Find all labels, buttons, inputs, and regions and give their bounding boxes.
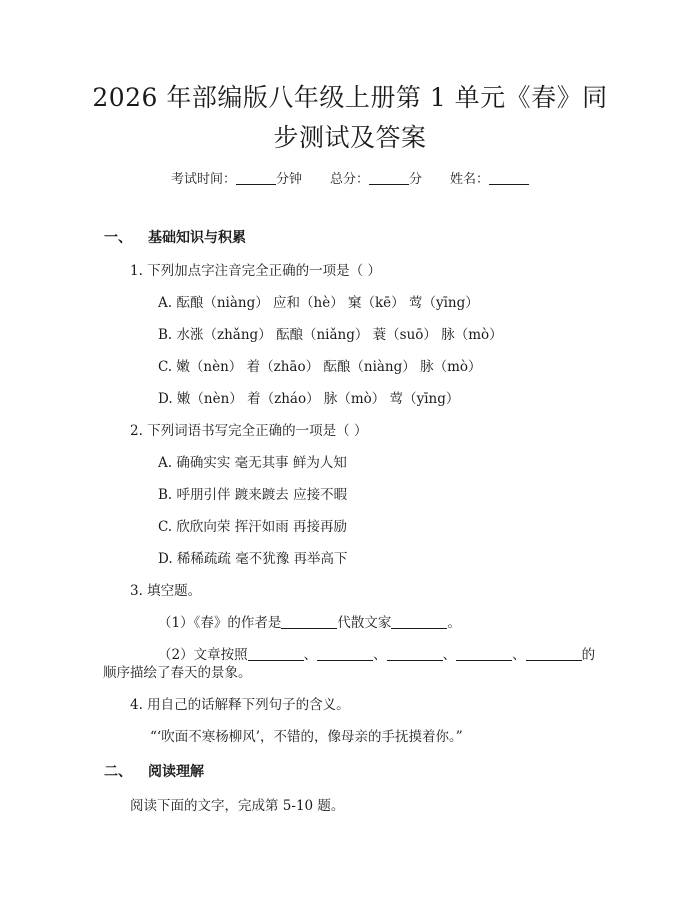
q3-p1-prefix: （1）《春》的作者是 [158, 615, 282, 631]
section-2-heading [104, 763, 204, 781]
q2-option-c: C. 欣欣向荣 挥汗如雨 再接再励 [158, 519, 348, 535]
q2-stem: 2. 下列词语书写完全正确的一项是（ ） [130, 423, 368, 439]
q2-option-d: D. 稀稀疏疏 毫不犹豫 再举高下 [158, 551, 348, 567]
q3-order-blank-3[interactable] [387, 646, 443, 661]
q2-option-a: A. 确确实实 毫无其事 鲜为人知 [158, 455, 347, 471]
section-2-number: 二、 [104, 764, 132, 780]
q3-stem: 3. 填空题。 [130, 583, 202, 599]
q3-order-blank-1[interactable] [248, 646, 304, 661]
exam-title [70, 78, 630, 158]
q3-order-blank-4[interactable] [456, 646, 512, 661]
q3-part-2 [158, 646, 595, 664]
score-unit: 分 [409, 172, 423, 187]
title-line-2: 步测试及答案 [273, 123, 427, 152]
q3-separator: 、 [512, 647, 526, 663]
q3-order-blank-5[interactable] [526, 646, 582, 661]
q3-separator: 、 [303, 647, 318, 663]
q3-p2-prefix: （2）文章按照 [158, 647, 248, 663]
q3-author-era-blank[interactable] [281, 614, 337, 629]
q3-p1-middle: 代散文家 [337, 615, 392, 631]
q3-separator: 、 [373, 647, 387, 663]
q2-option-b: B. 呼朋引伴 踱来踱去 应接不暇 [158, 487, 348, 503]
reading-intro: 阅读下面的文字，完成第 5-10 题。 [130, 798, 345, 814]
q3-author-name-blank[interactable] [391, 614, 447, 629]
exam-meta-row [0, 168, 700, 187]
time-blank[interactable] [236, 170, 276, 185]
title-line-1: 2026 年部编版八年级上册第 1 单元《春》同 [92, 83, 608, 112]
score-label: 总分： [329, 172, 369, 187]
time-unit: 分钟 [275, 172, 302, 187]
section-1-heading [104, 229, 246, 247]
q4-stem: 4. 用自己的话解释下列句子的含义。 [130, 697, 350, 713]
q3-separator: 、 [442, 647, 457, 663]
section-1-title: 基础知识与积累 [148, 230, 246, 246]
score-blank[interactable] [369, 170, 409, 185]
name-label: 姓名： [450, 172, 490, 187]
q4-quote: “‘吹面不寒杨柳风’，不错的，像母亲的手抚摸着你。” [150, 729, 463, 745]
q3-p2-continuation: 顺序描绘了春天的景象。 [103, 665, 252, 681]
section-2-title: 阅读理解 [148, 764, 204, 780]
time-label: 考试时间： [170, 172, 236, 187]
name-blank[interactable] [489, 170, 529, 185]
q1-option-a: A. 酝酿（niàng） 应和（hè） 窠（kē） 莺（yīng） [158, 295, 479, 311]
q1-stem: 1. 下列加点字注音完全正确的一项是（ ） [130, 263, 381, 279]
q1-option-b: B. 水涨（zhǎng） 酝酿（niǎng） 蓑（suō） 脉（mò） [158, 327, 503, 343]
section-1-number: 一、 [104, 230, 132, 246]
q1-option-c: C. 嫩（nèn） 着（zhāo） 酝酿（niàng） 脉（mò） [158, 359, 482, 375]
q3-order-blank-2[interactable] [317, 646, 373, 661]
q3-p2-suffix: 的 [581, 647, 596, 663]
q3-p1-end: 。 [447, 615, 461, 631]
q1-option-d: D. 嫩（nèn） 着（zháo） 脉（mò） 莺（yīng） [158, 391, 460, 407]
q3-part-1 [158, 614, 461, 632]
